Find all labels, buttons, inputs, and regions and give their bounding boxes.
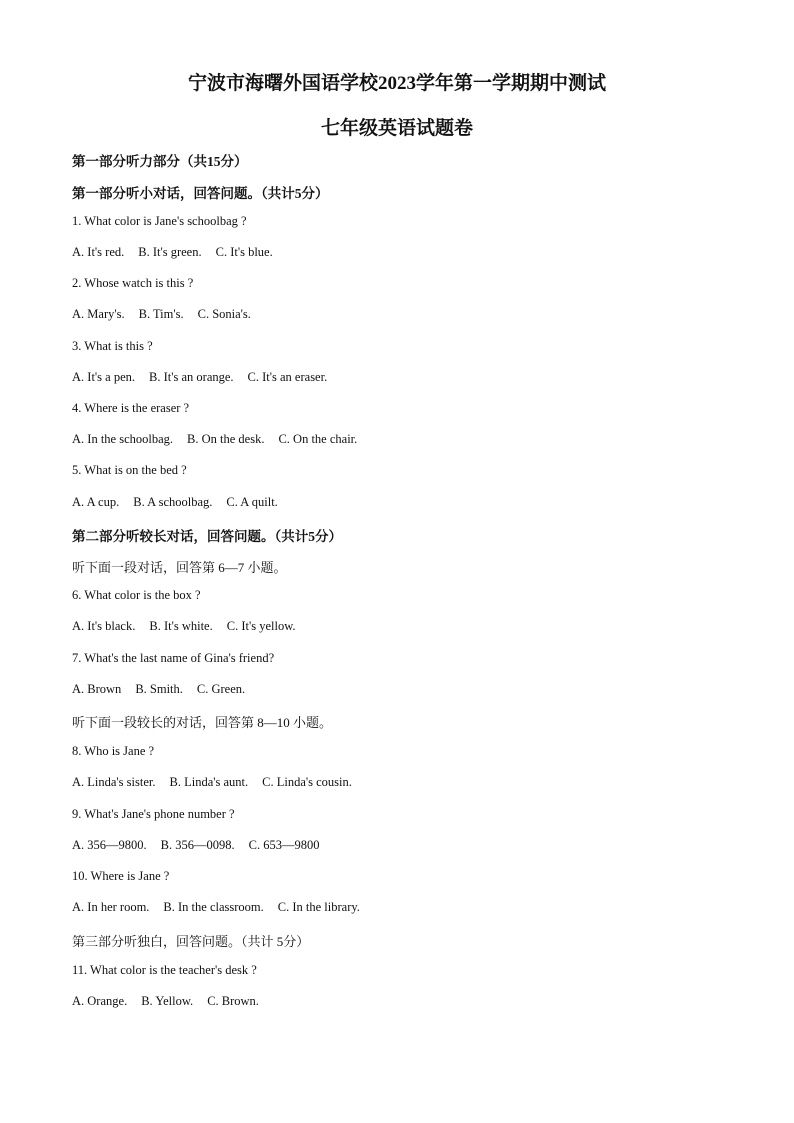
question-2-stem: 2. Whose watch is this ? bbox=[72, 276, 194, 290]
option-c[interactable]: C. A quilt. bbox=[226, 495, 278, 509]
option-c[interactable]: C. Linda's cousin. bbox=[262, 775, 352, 789]
option-b[interactable]: B. On the desk. bbox=[187, 432, 265, 446]
question-10-options bbox=[72, 900, 374, 915]
option-b[interactable]: B. It's green. bbox=[138, 245, 202, 259]
option-c[interactable]: C. In the library. bbox=[277, 900, 360, 914]
section1-heading: 第一部分听力部分（共15分） bbox=[72, 154, 248, 169]
question-9-options bbox=[72, 838, 333, 853]
option-b[interactable]: B. It's white. bbox=[149, 619, 213, 633]
option-a[interactable]: A. 356—9800. bbox=[72, 838, 147, 852]
exam-subtitle: 七年级英语试题卷 bbox=[320, 118, 473, 139]
option-c[interactable]: C. Green. bbox=[196, 682, 246, 696]
question-2-options bbox=[72, 307, 265, 322]
option-a[interactable]: A. A cup. bbox=[72, 495, 120, 509]
option-a[interactable]: A. Brown bbox=[72, 682, 122, 696]
option-c[interactable]: C. It's an eraser. bbox=[247, 370, 328, 384]
option-c[interactable]: C. Brown. bbox=[207, 994, 259, 1008]
question-4-options bbox=[72, 432, 371, 447]
question-9-stem: 9. What's Jane's phone number ? bbox=[72, 807, 235, 821]
option-b[interactable]: B. It's an orange. bbox=[149, 370, 234, 384]
option-a[interactable]: A. It's a pen. bbox=[72, 370, 136, 384]
part2-instruction-1: 听下面一段对话，回答第 6—7 小题。 bbox=[72, 560, 287, 575]
question-11-stem: 11. What color is the teacher's desk ? bbox=[72, 963, 257, 977]
option-b[interactable]: B. Tim's. bbox=[138, 307, 184, 321]
question-8-stem: 8. Who is Jane ? bbox=[72, 744, 155, 758]
option-b[interactable]: B. Linda's aunt. bbox=[169, 775, 249, 789]
option-a[interactable]: A. It's red. bbox=[72, 245, 125, 259]
option-c[interactable]: C. Sonia's. bbox=[197, 307, 251, 321]
question-10-stem: 10. Where is Jane ? bbox=[72, 869, 170, 883]
option-a[interactable]: A. It's black. bbox=[72, 619, 136, 633]
question-5-stem: 5. What is on the bed ? bbox=[72, 463, 187, 477]
option-b[interactable]: B. Yellow. bbox=[141, 994, 194, 1008]
part3-heading: 第三部分听独白，回答问题。（共计 5分） bbox=[72, 934, 310, 949]
part2-instruction-2: 听下面一段较长的对话，回答第 8—10 小题。 bbox=[72, 715, 333, 730]
option-b[interactable]: B. Smith. bbox=[135, 682, 183, 696]
question-5-options bbox=[72, 495, 292, 510]
option-c[interactable]: C. On the chair. bbox=[278, 432, 358, 446]
option-b[interactable]: B. A schoolbag. bbox=[133, 495, 213, 509]
option-c[interactable]: C. It's yellow. bbox=[226, 619, 296, 633]
question-6-stem: 6. What color is the box ? bbox=[72, 588, 201, 602]
option-b[interactable]: B. In the classroom. bbox=[163, 900, 264, 914]
question-1-stem: 1. What color is Jane's schoolbag ? bbox=[72, 214, 247, 228]
question-7-options bbox=[72, 682, 259, 697]
question-8-options bbox=[72, 775, 366, 790]
question-7-stem: 7. What's the last name of Gina's friend? bbox=[72, 651, 275, 665]
option-a[interactable]: A. In the schoolbag. bbox=[72, 432, 174, 446]
question-6-options bbox=[72, 619, 310, 634]
question-3-stem: 3. What is this ? bbox=[72, 339, 153, 353]
option-c[interactable]: C. 653—9800 bbox=[248, 838, 320, 852]
exam-title: 宁波市海曙外国语学校2023学年第一学期期中测试 bbox=[187, 73, 606, 94]
part2-heading: 第二部分听较长对话，回答问题。（共计5分） bbox=[72, 529, 342, 544]
option-a[interactable]: A. Orange. bbox=[72, 994, 128, 1008]
question-1-options bbox=[72, 245, 287, 260]
option-a[interactable]: A. In her room. bbox=[72, 900, 150, 914]
question-11-options bbox=[72, 994, 273, 1009]
question-3-options bbox=[72, 370, 341, 385]
part1-heading: 第一部分听小对话，回答问题。（共计5分） bbox=[72, 186, 329, 201]
option-a[interactable]: A. Linda's sister. bbox=[72, 775, 156, 789]
option-a[interactable]: A. Mary's. bbox=[72, 307, 125, 321]
option-c[interactable]: C. It's blue. bbox=[215, 245, 273, 259]
option-b[interactable]: B. 356—0098. bbox=[160, 838, 235, 852]
question-4-stem: 4. Where is the eraser ? bbox=[72, 401, 190, 415]
